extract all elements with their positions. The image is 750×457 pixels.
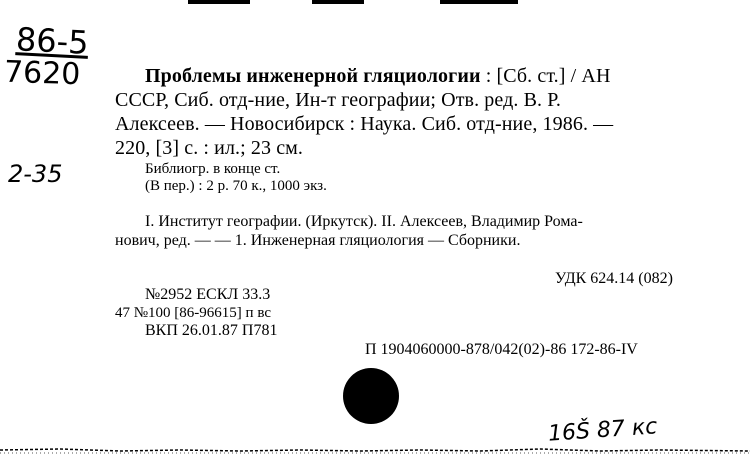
top-smudge-left [188,0,250,4]
handwritten-code-bottom: 7620 [3,54,81,93]
punch-hole [343,368,399,424]
udk-code: УДК 624.14 (082) [555,270,673,287]
title-line [145,65,611,88]
subject-line: I. Институт географии. (Иркутск). II. Алексеев, Владимир Рома- [145,213,583,230]
note-line: Библиогр. в конце ст. [145,161,281,177]
handwritten-margin-note: 2-35 [8,160,63,188]
subject-line: нович, ред. — — 1. Инженерная гляциология — Сборники. [115,232,521,249]
top-smudge-mid [312,0,364,4]
book-title: Проблемы инженерной гляциологии [145,65,481,87]
body-line: Алексеев. — Новосибирск : Наука. Сиб. отд-ние, 1986. — [115,113,614,135]
title-rest: : [Сб. ст.] / АН [480,65,611,87]
handwritten-code-top: 86-5 [15,20,90,62]
registry-line: 47 №100 [86-96615] п вс [115,305,271,321]
handwritten-bottom-note: 16Š 87 кс [547,414,659,447]
registry-line: ВКП 26.01.87 П781 [145,322,278,339]
top-smudge-right [440,0,518,4]
body-line: 220, [3] с. : ил.; 23 см. [115,137,304,159]
scan-noise [0,438,750,457]
classification-code: П 1904060000-878/042(02)-86 172-86-IV [365,341,638,358]
note-line: (В пер.) : 2 р. 70 к., 1000 экз. [145,178,327,194]
body-line: СССР, Сиб. отд-ние, Ин-т географии; Отв. ред. В. Р. [115,89,562,111]
registry-line: №2952 ЕСКЛ 33.3 [145,286,271,303]
